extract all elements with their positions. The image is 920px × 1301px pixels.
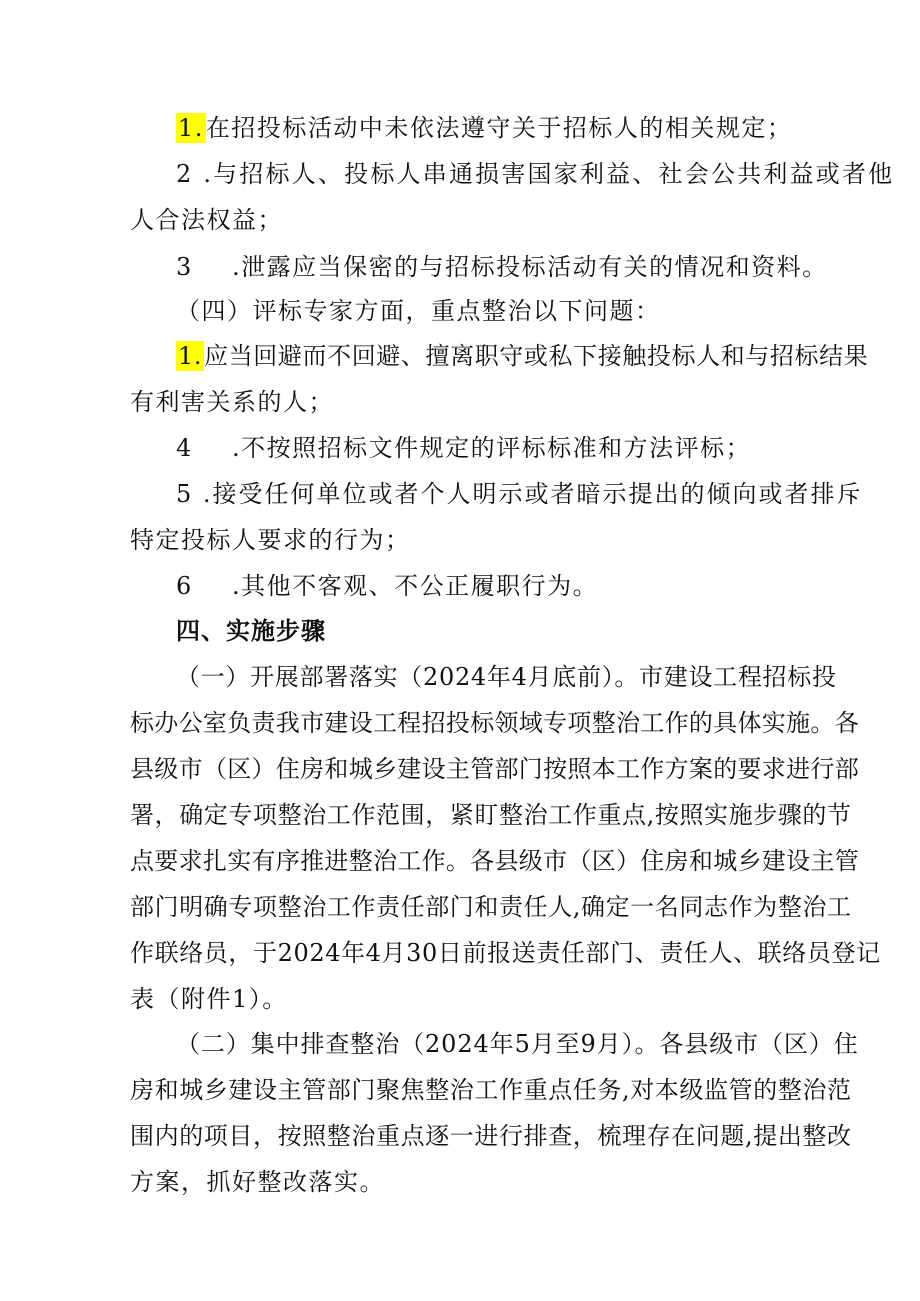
item-text: .不按照招标文件规定的评标标准和方法评标； bbox=[232, 434, 752, 462]
para2-line-3: 围内的项目，按照整治重点逐一进行排查，梳理存在问题,提出整改 bbox=[130, 1122, 852, 1150]
item-text: .其他不客观、不公正履职行为。 bbox=[232, 572, 599, 600]
sub-item-4-line bbox=[176, 433, 751, 463]
item-number-highlight: 1. bbox=[178, 114, 204, 142]
para2-line-4: 方案，抓好整改落实。 bbox=[130, 1168, 385, 1196]
item-text: .与招标人、投标人串通损害国家利益、社会公共利益或者他 bbox=[203, 160, 895, 188]
item-text: 人合法权益； bbox=[130, 206, 283, 234]
section-heading: 四、实施步骤 bbox=[176, 617, 326, 645]
item-text: .接受任何单位或者个人明示或者暗示提出的倾向或者排斥 bbox=[202, 480, 863, 508]
item-2-line-1 bbox=[176, 159, 894, 189]
item-number: 6 bbox=[176, 572, 193, 600]
para1-line-5: 点要求扎实有序推进整治工作。各县级市（区）住房和城乡建设主管 bbox=[130, 847, 859, 875]
para1-line-4: 署，确定专项整治工作范围，紧盯整治工作重点,按照实施步骤的节 bbox=[130, 801, 852, 829]
para1-line-8: 表（附件1）。 bbox=[130, 985, 288, 1013]
para1-line-2: 标办公室负责我市建设工程招投标领域专项整治工作的具体实施。各 bbox=[130, 709, 859, 737]
item-1-line bbox=[176, 113, 792, 143]
subsection-title: （四）评标专家方面，重点整治以下问题： bbox=[176, 297, 661, 325]
para2-line-2: 房和城乡建设主管部门聚焦整治工作重点任务,对本级监管的整治范 bbox=[130, 1076, 852, 1104]
sub-item-1-line-2 bbox=[130, 387, 334, 417]
sub-item-6-line bbox=[176, 571, 598, 601]
item-number: 2 bbox=[176, 160, 194, 188]
para1-line-7: 作联络员，于2024年4月30日前报送责任部门、责任人、联络员登记 bbox=[130, 939, 881, 967]
item-number: 3 bbox=[176, 253, 193, 281]
item-number: 4 bbox=[176, 434, 193, 462]
item-text: 应当回避而不回避、擅离职守或私下接触投标人和与招标结果 bbox=[204, 342, 869, 370]
sub-item-5-line-1 bbox=[176, 479, 863, 509]
item-number: 5 bbox=[176, 480, 194, 508]
item-text: 在招投标活动中未依法遵守关于招标人的相关规定； bbox=[205, 114, 793, 142]
item-text: 特定投标人要求的行为； bbox=[130, 526, 411, 554]
para1-line-3: 县级市（区）住房和城乡建设主管部门按照本工作方案的要求进行部 bbox=[130, 755, 859, 783]
para2-line-1: （二）集中排查整治（2024年5月至9月）。各县级市（区）住 bbox=[176, 1030, 859, 1058]
item-number-highlight: 1. bbox=[178, 342, 203, 370]
sub-item-1-line-1 bbox=[176, 341, 868, 371]
item-3-line bbox=[176, 252, 828, 282]
item-text: 有利害关系的人； bbox=[130, 388, 334, 416]
para1-line-1: （一）开展部署落实（2024年4月底前）。市建设工程招标投 bbox=[176, 663, 837, 691]
para1-line-6: 部门明确专项整治工作责任部门和责任人,确定一名同志作为整治工 bbox=[130, 893, 852, 921]
sub-item-5-line-2 bbox=[130, 525, 411, 555]
item-text: .泄露应当保密的与招标投标活动有关的情况和资料。 bbox=[232, 253, 828, 281]
item-2-line-2 bbox=[130, 205, 283, 235]
